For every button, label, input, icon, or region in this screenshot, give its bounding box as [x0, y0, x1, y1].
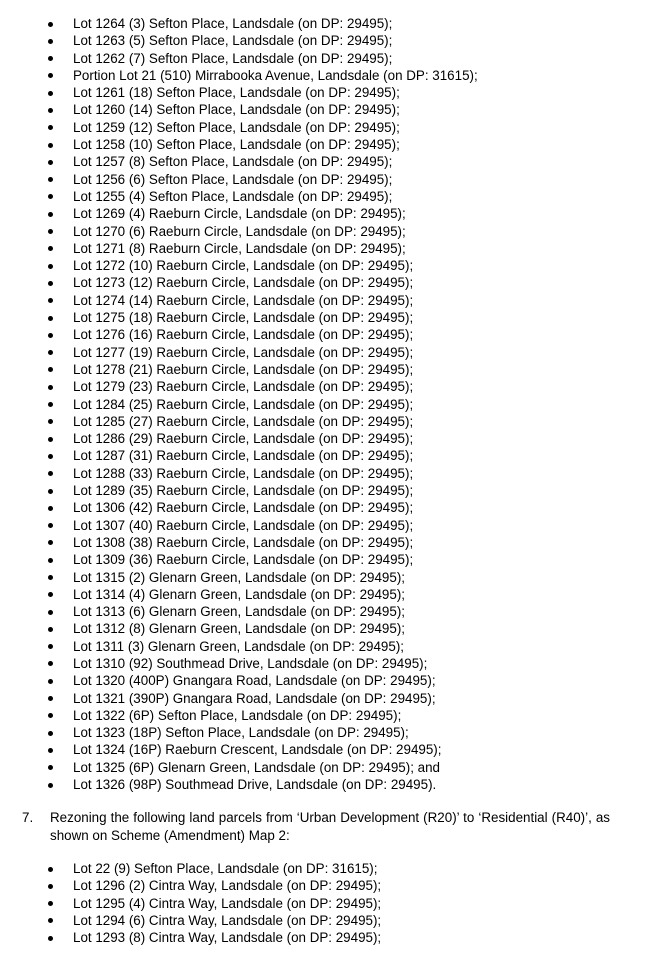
- bullet-icon: [48, 437, 53, 442]
- bullet-icon: [48, 918, 53, 923]
- list-item-text: Lot 1285 (27) Raeburn Circle, Landsdale (on DP: 29495);: [73, 413, 414, 429]
- list-item-text: Lot 1296 (2) Cintra Way, Landsdale (on DP: 29495);: [73, 878, 382, 894]
- lot-list-continued: [0, 15, 645, 793]
- list-item-text: Lot 1293 (8) Cintra Way, Landsdale (on DP: 29495);: [73, 930, 382, 946]
- bullet-icon: [48, 316, 53, 321]
- list-item: [0, 413, 645, 430]
- list-item-text: Lot 1276 (16) Raeburn Circle, Landsdale (on DP: 29495);: [73, 327, 414, 343]
- bullet-icon: [48, 661, 53, 666]
- bullet-icon: [48, 471, 53, 476]
- list-item: [0, 776, 645, 793]
- list-item: [0, 603, 645, 620]
- bullet-icon: [48, 748, 53, 753]
- paragraph-text: Rezoning the following land parcels from ‘Urban Development (R20)’ to ‘Residential (R40)’, as shown on Scheme (Amendment) Map 2:: [50, 810, 610, 843]
- paragraph-number: 7.: [22, 810, 34, 825]
- bullet-icon: [48, 558, 53, 563]
- bullet-icon: [48, 22, 53, 27]
- bullet-icon: [48, 592, 53, 597]
- list-item: [0, 50, 645, 67]
- list-item: [0, 638, 645, 655]
- bullet-icon: [48, 696, 53, 701]
- list-item-text: Lot 1269 (4) Raeburn Circle, Landsdale (on DP: 29495);: [73, 206, 406, 222]
- list-item-text: Lot 1320 (400P) Gnangara Road, Landsdale (on DP: 29495);: [73, 673, 436, 689]
- list-item-text: Lot 1314 (4) Glenarn Green, Landsdale (on DP: 29495);: [73, 586, 406, 602]
- bullet-icon: [48, 575, 53, 580]
- list-item-text: Lot 1325 (6P) Glenarn Green, Landsdale (on DP: 29495); and: [73, 759, 440, 775]
- list-item: [0, 895, 645, 912]
- list-item-text: Lot 1321 (390P) Gnangara Road, Landsdale (on DP: 29495);: [73, 690, 436, 706]
- list-item-text: Lot 1310 (92) Southmead Drive, Landsdale (on DP: 29495);: [73, 655, 428, 671]
- list-item-text: Lot 1256 (6) Sefton Place, Landsdale (on DP: 29495);: [73, 171, 393, 187]
- list-item-text: Lot 1272 (10) Raeburn Circle, Landsdale (on DP: 29495);: [73, 258, 414, 274]
- list-item: [0, 912, 645, 929]
- list-item-text: Portion Lot 21 (510) Mirrabooka Avenue, Landsdale (on DP: 31615);: [73, 67, 478, 83]
- list-item: [0, 309, 645, 326]
- list-item: [0, 534, 645, 551]
- bullet-icon: [48, 523, 53, 528]
- list-item-text: Lot 1273 (12) Raeburn Circle, Landsdale (on DP: 29495);: [73, 275, 414, 291]
- list-item-text: Lot 1260 (14) Sefton Place, Landsdale (on DP: 29495);: [73, 102, 400, 118]
- bullet-icon: [48, 108, 53, 113]
- list-item-text: Lot 1262 (7) Sefton Place, Landsdale (on DP: 29495);: [73, 50, 393, 66]
- list-item-text: Lot 1263 (5) Sefton Place, Landsdale (on DP: 29495);: [73, 33, 393, 49]
- bullet-icon: [48, 489, 53, 494]
- list-item: [0, 188, 645, 205]
- list-item: [0, 759, 645, 776]
- list-item-text: Lot 1308 (38) Raeburn Circle, Landsdale (on DP: 29495);: [73, 534, 414, 550]
- list-item-text: Lot 1313 (6) Glenarn Green, Landsdale (on DP: 29495);: [73, 604, 406, 620]
- bullet-icon: [48, 143, 53, 148]
- bullet-icon: [48, 402, 53, 407]
- list-item-text: Lot 1278 (21) Raeburn Circle, Landsdale (on DP: 29495);: [73, 361, 414, 377]
- list-item: [0, 67, 645, 84]
- bullet-icon: [48, 91, 53, 96]
- bullet-icon: [48, 177, 53, 182]
- bullet-icon: [48, 454, 53, 459]
- bullet-icon: [48, 610, 53, 615]
- list-item-text: Lot 1324 (16P) Raeburn Crescent, Landsdale (on DP: 29495);: [73, 742, 442, 758]
- list-item: [0, 430, 645, 447]
- list-item-text: Lot 1284 (25) Raeburn Circle, Landsdale (on DP: 29495);: [73, 396, 414, 412]
- bullet-icon: [48, 419, 53, 424]
- bullet-icon: [48, 160, 53, 165]
- list-item: [0, 724, 645, 741]
- list-item: [0, 240, 645, 257]
- list-item: [0, 326, 645, 343]
- list-item: [0, 361, 645, 378]
- list-item: [0, 517, 645, 534]
- bullet-icon: [48, 901, 53, 906]
- list-item: [0, 101, 645, 118]
- list-item: [0, 620, 645, 637]
- list-item-text: Lot 1307 (40) Raeburn Circle, Landsdale (on DP: 29495);: [73, 517, 414, 533]
- list-item: [0, 396, 645, 413]
- bullet-icon: [48, 246, 53, 251]
- list-item: [0, 223, 645, 240]
- list-item: [0, 877, 645, 894]
- list-item: [0, 32, 645, 49]
- list-item-text: Lot 1286 (29) Raeburn Circle, Landsdale (on DP: 29495);: [73, 431, 414, 447]
- list-item: [0, 690, 645, 707]
- bullet-icon: [48, 125, 53, 130]
- list-item-text: Lot 1323 (18P) Sefton Place, Landsdale (on DP: 29495);: [73, 725, 409, 741]
- list-item-text: Lot 1306 (42) Raeburn Circle, Landsdale (on DP: 29495);: [73, 500, 414, 516]
- bullet-icon: [48, 39, 53, 44]
- list-item: [0, 860, 645, 877]
- list-item: [0, 447, 645, 464]
- bullet-icon: [48, 765, 53, 770]
- bullet-icon: [48, 385, 53, 390]
- bullet-icon: [48, 731, 53, 736]
- list-item-text: Lot 1287 (31) Raeburn Circle, Landsdale (on DP: 29495);: [73, 448, 414, 464]
- list-item-text: Lot 1259 (12) Sefton Place, Landsdale (on DP: 29495);: [73, 119, 400, 135]
- bullet-icon: [48, 867, 53, 872]
- list-item: [0, 707, 645, 724]
- list-item-text: Lot 1288 (33) Raeburn Circle, Landsdale (on DP: 29495);: [73, 465, 414, 481]
- list-item-text: Lot 1274 (14) Raeburn Circle, Landsdale (on DP: 29495);: [73, 292, 414, 308]
- list-item-text: Lot 1322 (6P) Sefton Place, Landsdale (on DP: 29495);: [73, 707, 402, 723]
- bullet-icon: [48, 367, 53, 372]
- list-item: [0, 257, 645, 274]
- list-item-text: Lot 1275 (18) Raeburn Circle, Landsdale (on DP: 29495);: [73, 310, 414, 326]
- list-item-text: Lot 1255 (4) Sefton Place, Landsdale (on DP: 29495);: [73, 188, 393, 204]
- list-item-text: Lot 1264 (3) Sefton Place, Landsdale (on DP: 29495);: [73, 16, 393, 31]
- bullet-icon: [48, 281, 53, 286]
- list-item: [0, 655, 645, 672]
- bullet-icon: [48, 298, 53, 303]
- list-item-text: Lot 1295 (4) Cintra Way, Landsdale (on DP: 29495);: [73, 895, 382, 911]
- bullet-icon: [48, 627, 53, 632]
- bullet-icon: [48, 350, 53, 355]
- list-item-text: Lot 1311 (3) Glenarn Green, Landsdale (on DP: 29495);: [73, 638, 405, 654]
- list-item: [0, 741, 645, 758]
- list-item: [0, 569, 645, 586]
- bullet-icon: [48, 264, 53, 269]
- bullet-icon: [48, 506, 53, 511]
- bullet-icon: [48, 540, 53, 545]
- list-item: [0, 344, 645, 361]
- bullet-icon: [48, 936, 53, 941]
- bullet-icon: [48, 56, 53, 61]
- bullet-icon: [48, 884, 53, 889]
- list-item-text: Lot 1312 (8) Glenarn Green, Landsdale (on DP: 29495);: [73, 621, 406, 637]
- list-item: [0, 84, 645, 101]
- list-item-text: Lot 1294 (6) Cintra Way, Landsdale (on DP: 29495);: [73, 912, 382, 928]
- list-item-text: Lot 1261 (18) Sefton Place, Landsdale (on DP: 29495);: [73, 85, 400, 101]
- list-item: [0, 205, 645, 222]
- list-item: [0, 482, 645, 499]
- bullet-icon: [48, 229, 53, 234]
- list-item-text: Lot 1277 (19) Raeburn Circle, Landsdale (on DP: 29495);: [73, 344, 414, 360]
- list-item: [0, 551, 645, 568]
- list-item: [0, 15, 645, 32]
- bullet-icon: [48, 333, 53, 338]
- list-item-text: Lot 1258 (10) Sefton Place, Landsdale (on DP: 29495);: [73, 137, 400, 153]
- bullet-icon: [48, 212, 53, 217]
- bullet-icon: [48, 194, 53, 199]
- list-item-text: Lot 1309 (36) Raeburn Circle, Landsdale (on DP: 29495);: [73, 552, 414, 568]
- list-item: [0, 378, 645, 395]
- list-item-text: Lot 1271 (8) Raeburn Circle, Landsdale (on DP: 29495);: [73, 240, 406, 256]
- bullet-icon: [48, 713, 53, 718]
- list-item-text: Lot 1315 (2) Glenarn Green, Landsdale (on DP: 29495);: [73, 569, 406, 585]
- list-item: [0, 672, 645, 689]
- list-item-text: Lot 1257 (8) Sefton Place, Landsdale (on DP: 29495);: [73, 154, 393, 170]
- list-item: [0, 499, 645, 516]
- list-item: [0, 153, 645, 170]
- list-item: [0, 465, 645, 482]
- lot-list-rezoning: [0, 860, 645, 946]
- list-item: [0, 119, 645, 136]
- list-item: [0, 171, 645, 188]
- list-item: [0, 292, 645, 309]
- list-item-text: Lot 1279 (23) Raeburn Circle, Landsdale (on DP: 29495);: [73, 379, 414, 395]
- list-item-text: Lot 1289 (35) Raeburn Circle, Landsdale (on DP: 29495);: [73, 483, 414, 499]
- list-item: [0, 586, 645, 603]
- list-item-text: Lot 1270 (6) Raeburn Circle, Landsdale (on DP: 29495);: [73, 223, 406, 239]
- bullet-icon: [48, 644, 53, 649]
- bullet-icon: [48, 783, 53, 788]
- bullet-icon: [48, 679, 53, 684]
- bullet-icon: [48, 73, 53, 78]
- list-item-text: Lot 22 (9) Sefton Place, Landsdale (on DP: 31615);: [73, 861, 378, 876]
- list-item: [0, 929, 645, 946]
- list-item: [0, 136, 645, 153]
- list-item: [0, 274, 645, 291]
- list-item-text: Lot 1326 (98P) Southmead Drive, Landsdale (on DP: 29495).: [73, 777, 437, 793]
